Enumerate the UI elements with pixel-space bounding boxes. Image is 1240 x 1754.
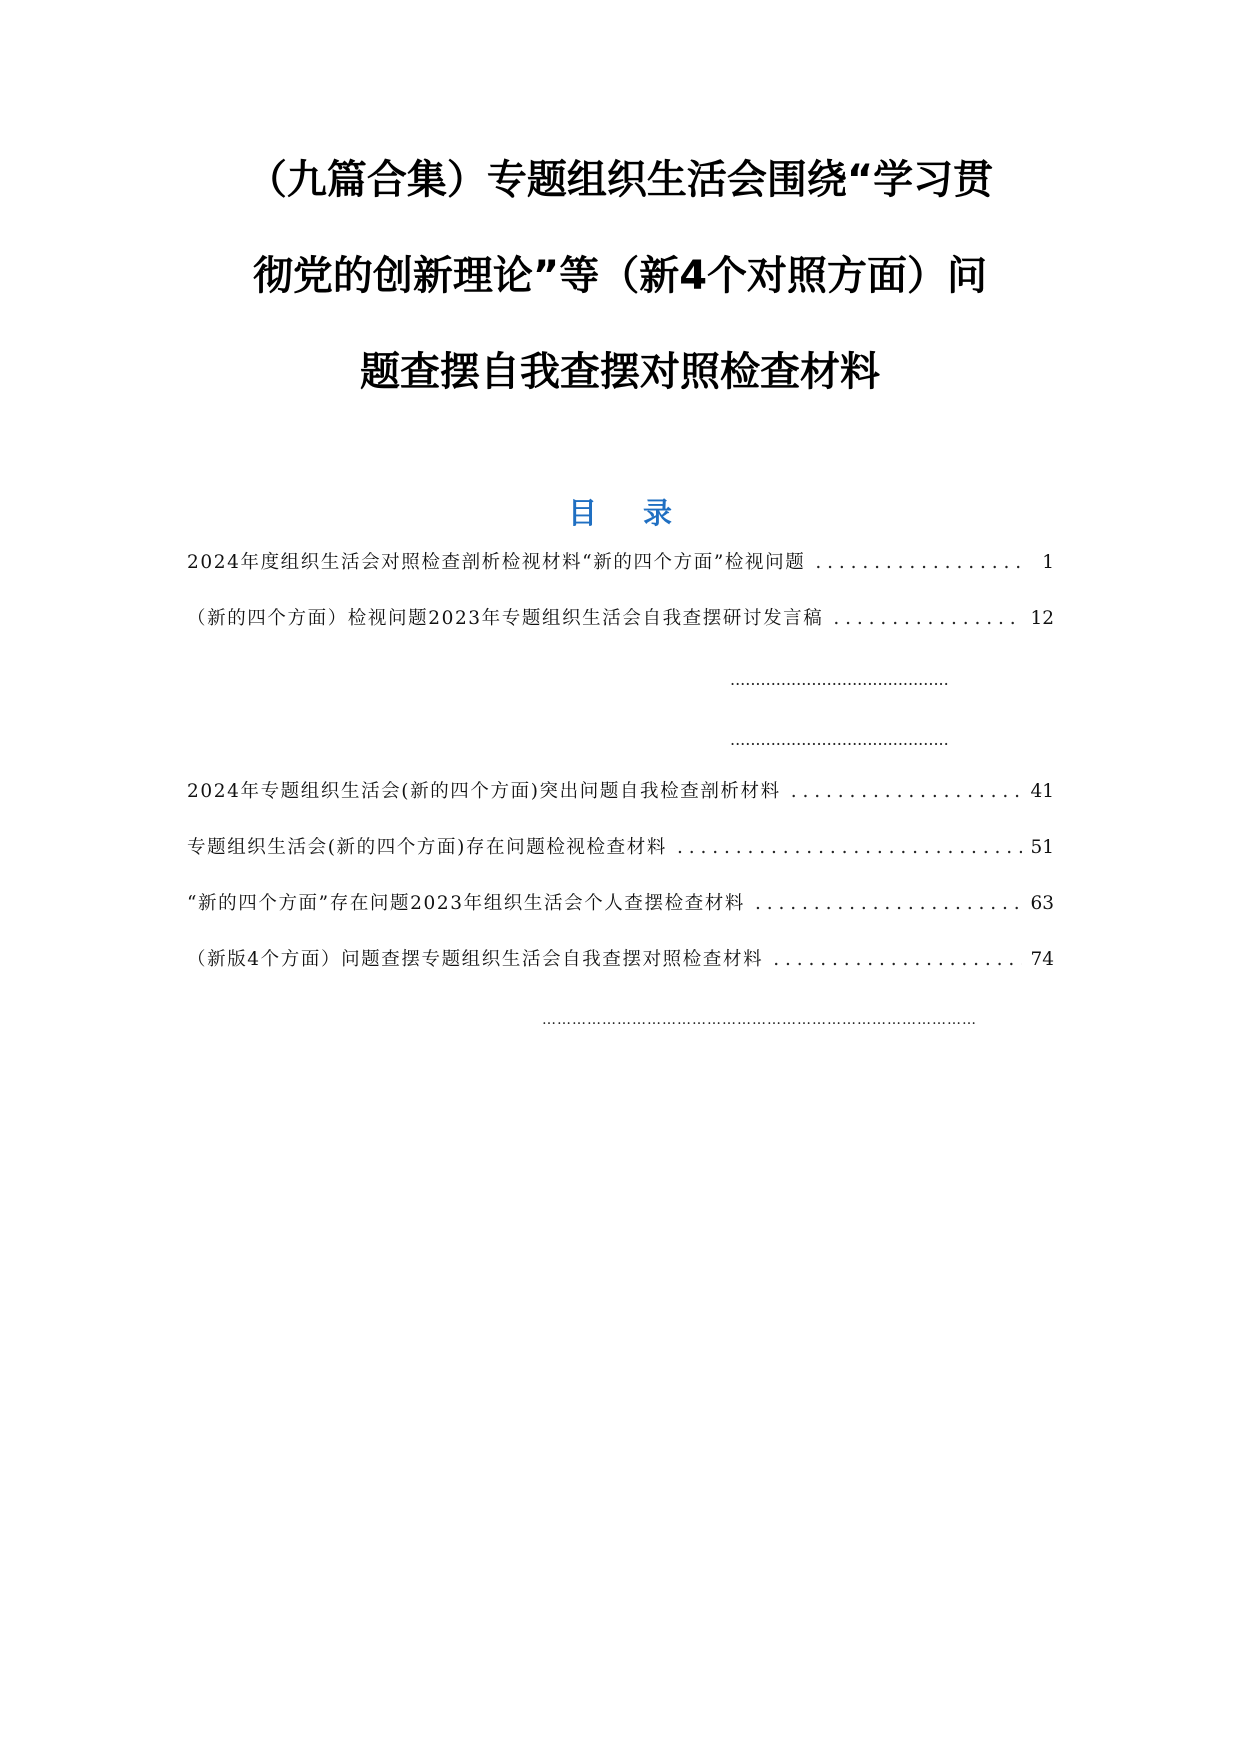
toc-dot-leader bbox=[677, 833, 1022, 863]
toc-entry-text: 专题组织生活会(新的四个方面)存在问题检视检查材料 bbox=[187, 837, 667, 858]
stray-dot-leader-1: ........................................... bbox=[730, 670, 949, 689]
toc-dot-leader bbox=[773, 945, 1022, 975]
toc-entry-3[interactable] bbox=[187, 777, 1054, 807]
toc-entry-5[interactable] bbox=[187, 889, 1054, 919]
toc-page-number: 12 bbox=[1030, 608, 1054, 629]
title-line-2: 彻党的创新理论”等（新4个对照方面）问 bbox=[252, 253, 988, 299]
toc-entry-text: “新的四个方面”存在问题2023年组织生活会个人查摆检查材料 bbox=[187, 893, 745, 914]
toc-page-number: 63 bbox=[1030, 893, 1054, 914]
toc-dot-leader bbox=[791, 777, 1022, 807]
toc-dot-leader bbox=[833, 604, 1022, 634]
toc-dot-leader bbox=[755, 889, 1022, 919]
stray-dot-leader-2: ........................................... bbox=[730, 730, 949, 749]
toc-page-number: 41 bbox=[1030, 781, 1054, 802]
toc-page-number: 1 bbox=[1042, 552, 1054, 573]
toc-entry-text: 2024年度组织生活会对照检查剖析检视材料“新的四个方面”检视问题 bbox=[187, 552, 806, 573]
toc-dot-leader bbox=[815, 548, 1022, 578]
document-title bbox=[190, 157, 1050, 395]
toc-heading: 目 录 bbox=[567, 496, 691, 530]
toc-entry-4[interactable] bbox=[187, 833, 1054, 863]
toc-page-number: 51 bbox=[1030, 837, 1054, 858]
toc-page-number: 74 bbox=[1030, 949, 1054, 970]
title-line-1: （九篇合集）专题组织生活会围绕“学习贯 bbox=[246, 157, 994, 203]
title-line-3: 题查摆自我查摆对照检查材料 bbox=[360, 349, 880, 395]
stray-dot-leader-3: …………………………………………………………………………… bbox=[542, 1012, 977, 1028]
toc-entry-2[interactable] bbox=[187, 604, 1054, 634]
toc-entry-6[interactable] bbox=[187, 945, 1054, 975]
toc-entry-text: （新版4个方面）问题查摆专题组织生活会自我查摆对照检查材料 bbox=[187, 949, 764, 970]
toc-entry-text: 2024年专题组织生活会(新的四个方面)突出问题自我检查剖析材料 bbox=[187, 781, 781, 802]
toc-entry-1[interactable] bbox=[187, 548, 1054, 578]
toc-entry-text: （新的四个方面）检视问题2023年专题组织生活会自我查摆研讨发言稿 bbox=[187, 608, 824, 629]
